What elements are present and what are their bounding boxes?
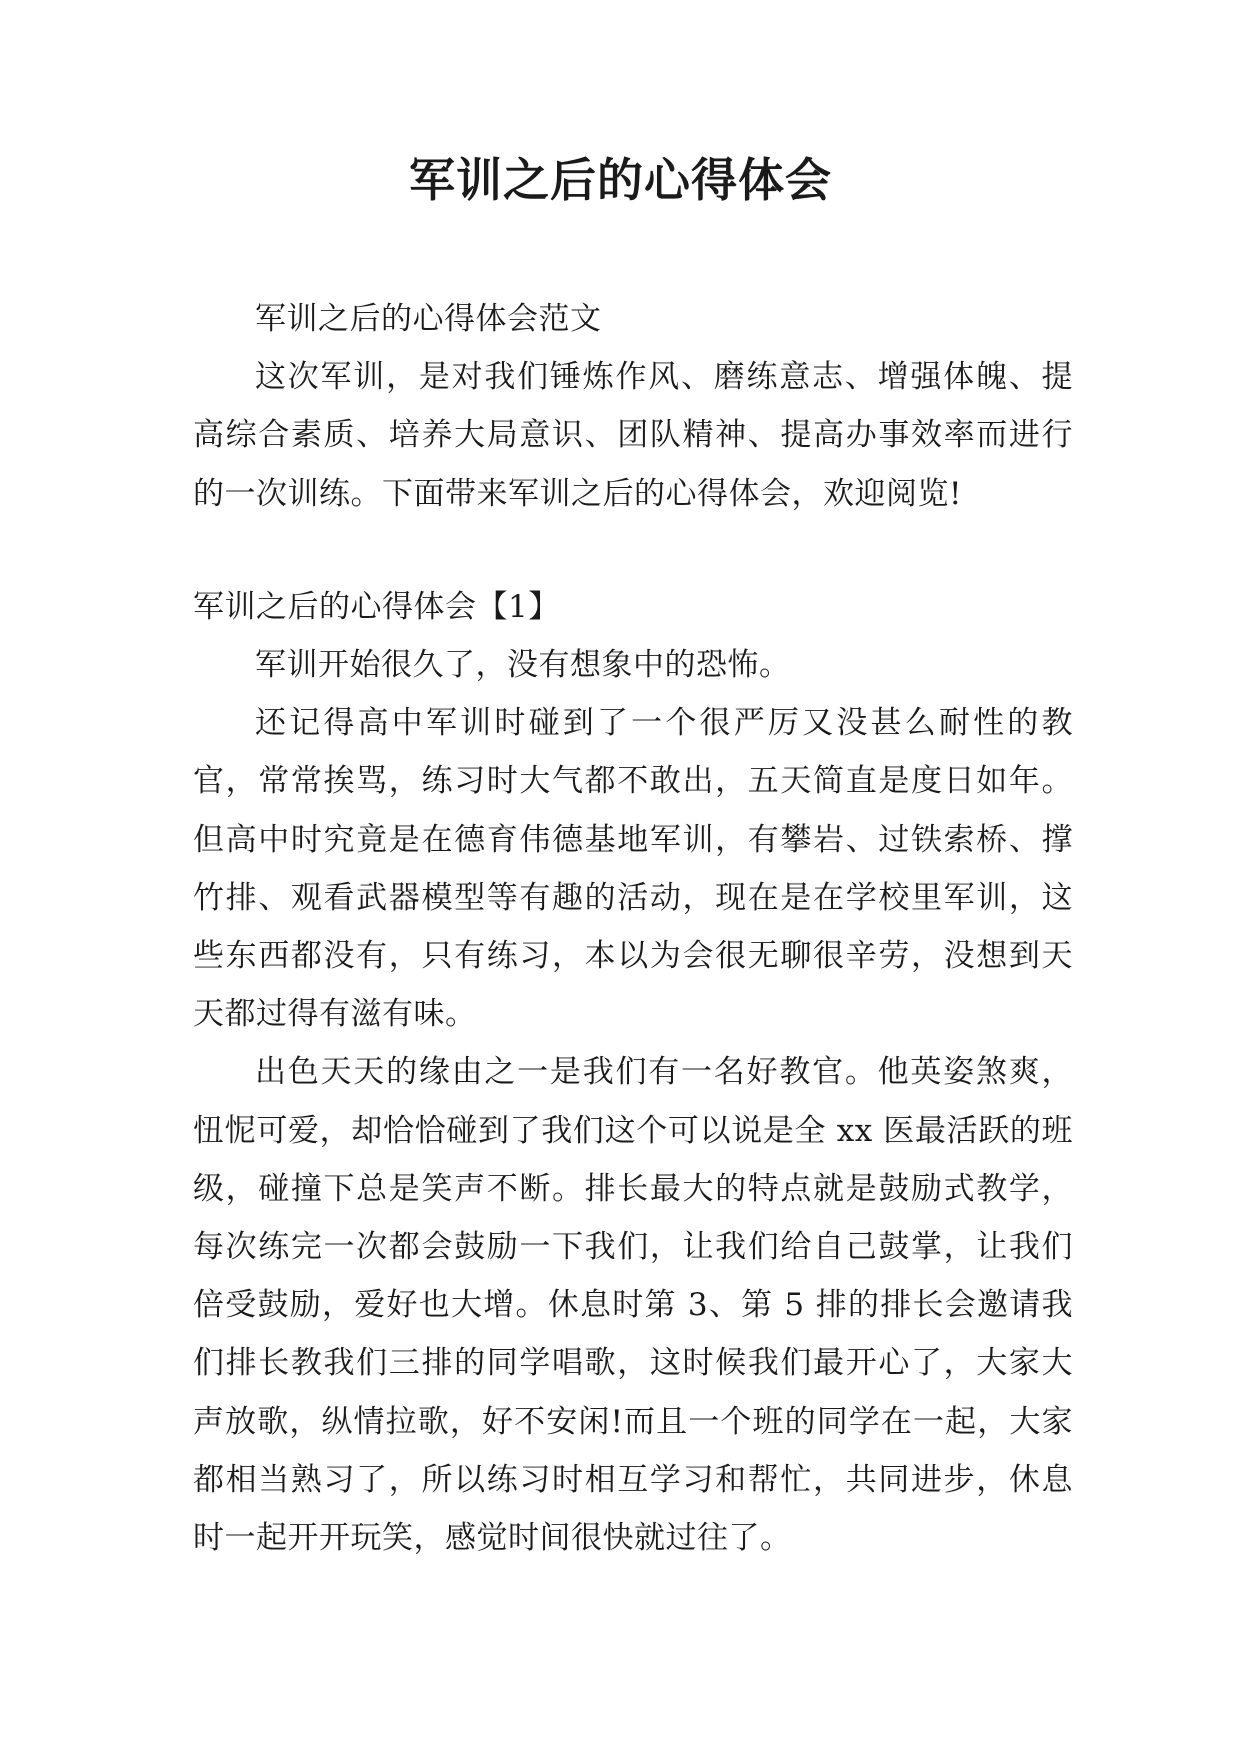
paragraph-1: 军训开始很久了，没有想象中的恐怖。 xyxy=(255,647,791,684)
document-body xyxy=(193,290,1073,1567)
paragraph-3: 出色天天的缘由之一是我们有一名好教官。他英姿煞爽，忸怩可爱，却恰恰碰到了我们这个可以说是全 xx 医最活跃的班级，碰撞下总是笑声不断。排长最大的特点就是鼓励式教学，每次练完一次都会鼓励一下我们，让我们给自己鼓掌，让我们倍受鼓励，爱好也大增。休息时第 3、第 5 排的排长会邀请我们排长教我们三排的同学唱歌，这时候我们最开心了，大家大声放歌，纵情拉歌，好不安闲!而且一个班的同学在一起，大家都相当熟习了，所以练习时相互学习和帮忙，共同进步，休息时一起开开玩笑，感觉时间很快就过往了。 xyxy=(193,1054,1073,1557)
paragraph-2: 还记得高中军训时碰到了一个很严厉又没甚么耐性的教官，常常挨骂，练习时大气都不敢出，五天简直是度日如年。但高中时究竟是在德育伟德基地军训，有攀岩、过铁索桥、撑竹排、观看武器模型等有趣的活动，现在是在学校里军训，这些东西都没有，只有练习，本以为会很无聊很辛劳，没想到天天都过得有滋有味。 xyxy=(193,705,1073,1033)
section-gap xyxy=(193,523,1073,578)
section-heading: 军训之后的心得体会【1】 xyxy=(193,588,560,625)
intro-subtitle: 军训之后的心得体会范文 xyxy=(255,301,602,337)
intro-summary: 这次军训，是对我们锤炼作风、磨练意志、增强体魄、提高综合素质、培养大局意识、团队精神、提高办事效率而进行的一次训练。下面带来军训之后的心得体会，欢迎阅览! xyxy=(193,359,1073,512)
document-title: 军训之后的心得体会 xyxy=(409,153,832,207)
